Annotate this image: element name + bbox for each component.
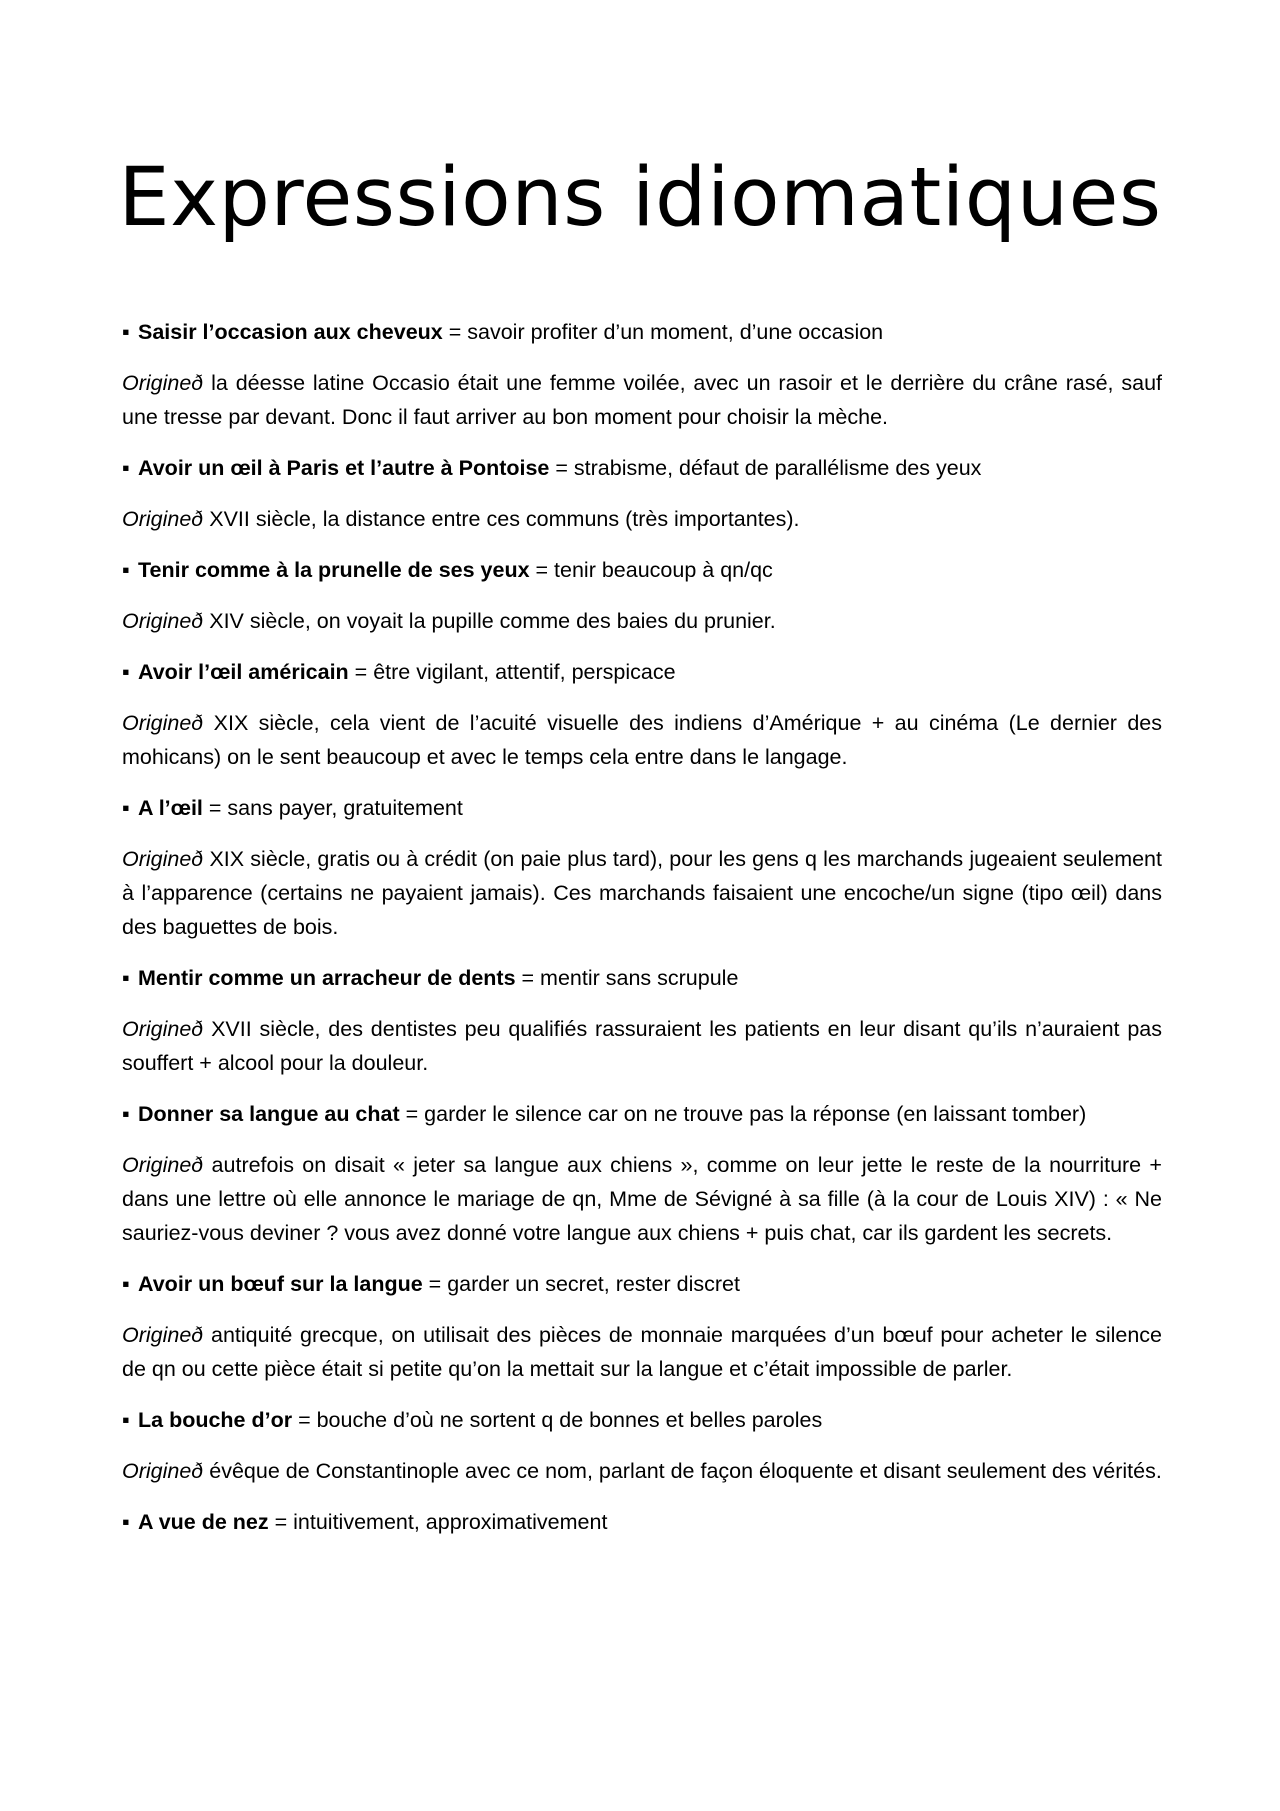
expression-entry xyxy=(122,553,1162,638)
expression-origin xyxy=(122,1454,1162,1488)
expression-origin xyxy=(122,604,1162,638)
origin-label: Origineð xyxy=(122,609,204,633)
expression-entry xyxy=(122,1403,1162,1488)
expression-entry xyxy=(122,961,1162,1080)
expression-definition: = tenir beaucoup à qn/qc xyxy=(529,558,773,582)
expression-term: Donner sa langue au chat xyxy=(138,1102,400,1126)
expression-term: A vue de nez xyxy=(138,1510,269,1534)
bullet-icon: ▪ xyxy=(122,558,130,582)
expression-term: Avoir un bœuf sur la langue xyxy=(138,1272,423,1296)
expression-origin xyxy=(122,706,1162,774)
expression-definition: = bouche d’où ne sortent q de bonnes et belles paroles xyxy=(292,1408,823,1432)
expression-line xyxy=(122,961,1162,995)
expression-line xyxy=(122,1267,1162,1301)
origin-text: XIV siècle, on voyait la pupille comme des baies du prunier. xyxy=(203,609,776,633)
origin-label: Origineð xyxy=(122,1459,204,1483)
expression-definition: = savoir profiter d’un moment, d’une occasion xyxy=(442,320,884,344)
bullet-icon: ▪ xyxy=(122,796,130,820)
expression-definition: = garder le silence car on ne trouve pas la réponse (en laissant tomber) xyxy=(399,1102,1087,1126)
expression-origin xyxy=(122,1318,1162,1386)
origin-text: évêque de Constantinople avec ce nom, parlant de façon éloquente et disant seulement des vérités. xyxy=(203,1459,1162,1483)
origin-text: XIX siècle, cela vient de l’acuité visuelle des indiens d’Amérique + au cinéma (Le dernier des mohicans) on le sent beaucoup et avec le temps cela entre dans le langage. xyxy=(122,711,1162,769)
expression-term: A l’œil xyxy=(138,796,203,820)
expression-definition: = mentir sans scrupule xyxy=(515,966,739,990)
origin-text: la déesse latine Occasio était une femme voilée, avec un rasoir et le derrière du crâne rasé, sauf une tresse par devant. Donc il faut arriver au bon moment pour choisir la mèche. xyxy=(122,371,1162,429)
expression-origin xyxy=(122,366,1162,434)
expression-term: Tenir comme à la prunelle de ses yeux xyxy=(138,558,530,582)
origin-text: antiquité grecque, on utilisait des pièces de monnaie marquées d’un bœuf pour acheter le silence de qn ou cette pièce était si petite qu’on la mettait sur la langue et c’était impossible de parler. xyxy=(122,1323,1162,1381)
expression-entry xyxy=(122,1267,1162,1386)
expression-line xyxy=(122,315,1162,349)
expression-definition: = garder un secret, rester discret xyxy=(422,1272,740,1296)
document-title: Expressions idiomatiques xyxy=(118,151,1162,245)
expression-origin xyxy=(122,1012,1162,1080)
expression-definition: = strabisme, défaut de parallélisme des yeux xyxy=(549,456,982,480)
origin-label: Origineð xyxy=(122,847,204,871)
expression-entry xyxy=(122,1505,1162,1539)
expression-term: Mentir comme un arracheur de dents xyxy=(138,966,516,990)
bullet-icon: ▪ xyxy=(122,660,130,684)
bullet-icon: ▪ xyxy=(122,1272,130,1296)
expression-term: La bouche d’or xyxy=(138,1408,293,1432)
bullet-icon: ▪ xyxy=(122,1510,130,1534)
origin-label: Origineð xyxy=(122,1323,204,1347)
origin-label: Origineð xyxy=(122,1153,204,1177)
expression-definition: = être vigilant, attentif, perspicace xyxy=(348,660,676,684)
expression-line xyxy=(122,1403,1162,1437)
expression-origin xyxy=(122,502,1162,536)
expression-entry xyxy=(122,655,1162,774)
expression-entry xyxy=(122,315,1162,434)
expression-term: Saisir l’occasion aux cheveux xyxy=(138,320,443,344)
expression-entry xyxy=(122,1097,1162,1250)
origin-label: Origineð xyxy=(122,507,204,531)
expression-term: Avoir un œil à Paris et l’autre à Pontoise xyxy=(138,456,550,480)
bullet-icon: ▪ xyxy=(122,966,130,990)
expression-line xyxy=(122,1097,1162,1131)
expressions-list xyxy=(122,315,1162,1556)
expression-term: Avoir l’œil américain xyxy=(138,660,349,684)
origin-text: XVII siècle, la distance entre ces communs (très importantes). xyxy=(203,507,800,531)
bullet-icon: ▪ xyxy=(122,1408,130,1432)
expression-line xyxy=(122,451,1162,485)
origin-label: Origineð xyxy=(122,711,204,735)
origin-text: XVII siècle, des dentistes peu qualifiés rassuraient les patients en leur disant qu’ils n’auraient pas souffert + alcool pour la douleur. xyxy=(122,1017,1162,1075)
expression-line xyxy=(122,1505,1162,1539)
expression-entry xyxy=(122,451,1162,536)
bullet-icon: ▪ xyxy=(122,320,130,344)
expression-origin xyxy=(122,842,1162,944)
origin-text: XIX siècle, gratis ou à crédit (on paie plus tard), pour les gens q les marchands jugeaient seulement à l’apparence (certains ne payaient jamais). Ces marchands faisaient une encoche/un signe (tipo œil) dans des baguettes de bois. xyxy=(122,847,1162,939)
expression-definition: = intuitivement, approximativement xyxy=(268,1510,608,1534)
expression-line xyxy=(122,791,1162,825)
bullet-icon: ▪ xyxy=(122,1102,130,1126)
expression-definition: = sans payer, gratuitement xyxy=(202,796,463,820)
expression-origin xyxy=(122,1148,1162,1250)
expression-line xyxy=(122,553,1162,587)
expression-entry xyxy=(122,791,1162,944)
bullet-icon: ▪ xyxy=(122,456,130,480)
origin-label: Origineð xyxy=(122,1017,204,1041)
origin-text: autrefois on disait « jeter sa langue aux chiens », comme on leur jette le reste de la nourriture + dans une lettre où elle annonce le mariage de qn, Mme de Sévigné à sa fille (à la cour de Louis XIV) : « Ne sauriez-vous deviner ? vous avez donné votre langue aux chiens + puis chat, car ils gardent les secrets. xyxy=(122,1153,1162,1245)
origin-label: Origineð xyxy=(122,371,204,395)
expression-line xyxy=(122,655,1162,689)
